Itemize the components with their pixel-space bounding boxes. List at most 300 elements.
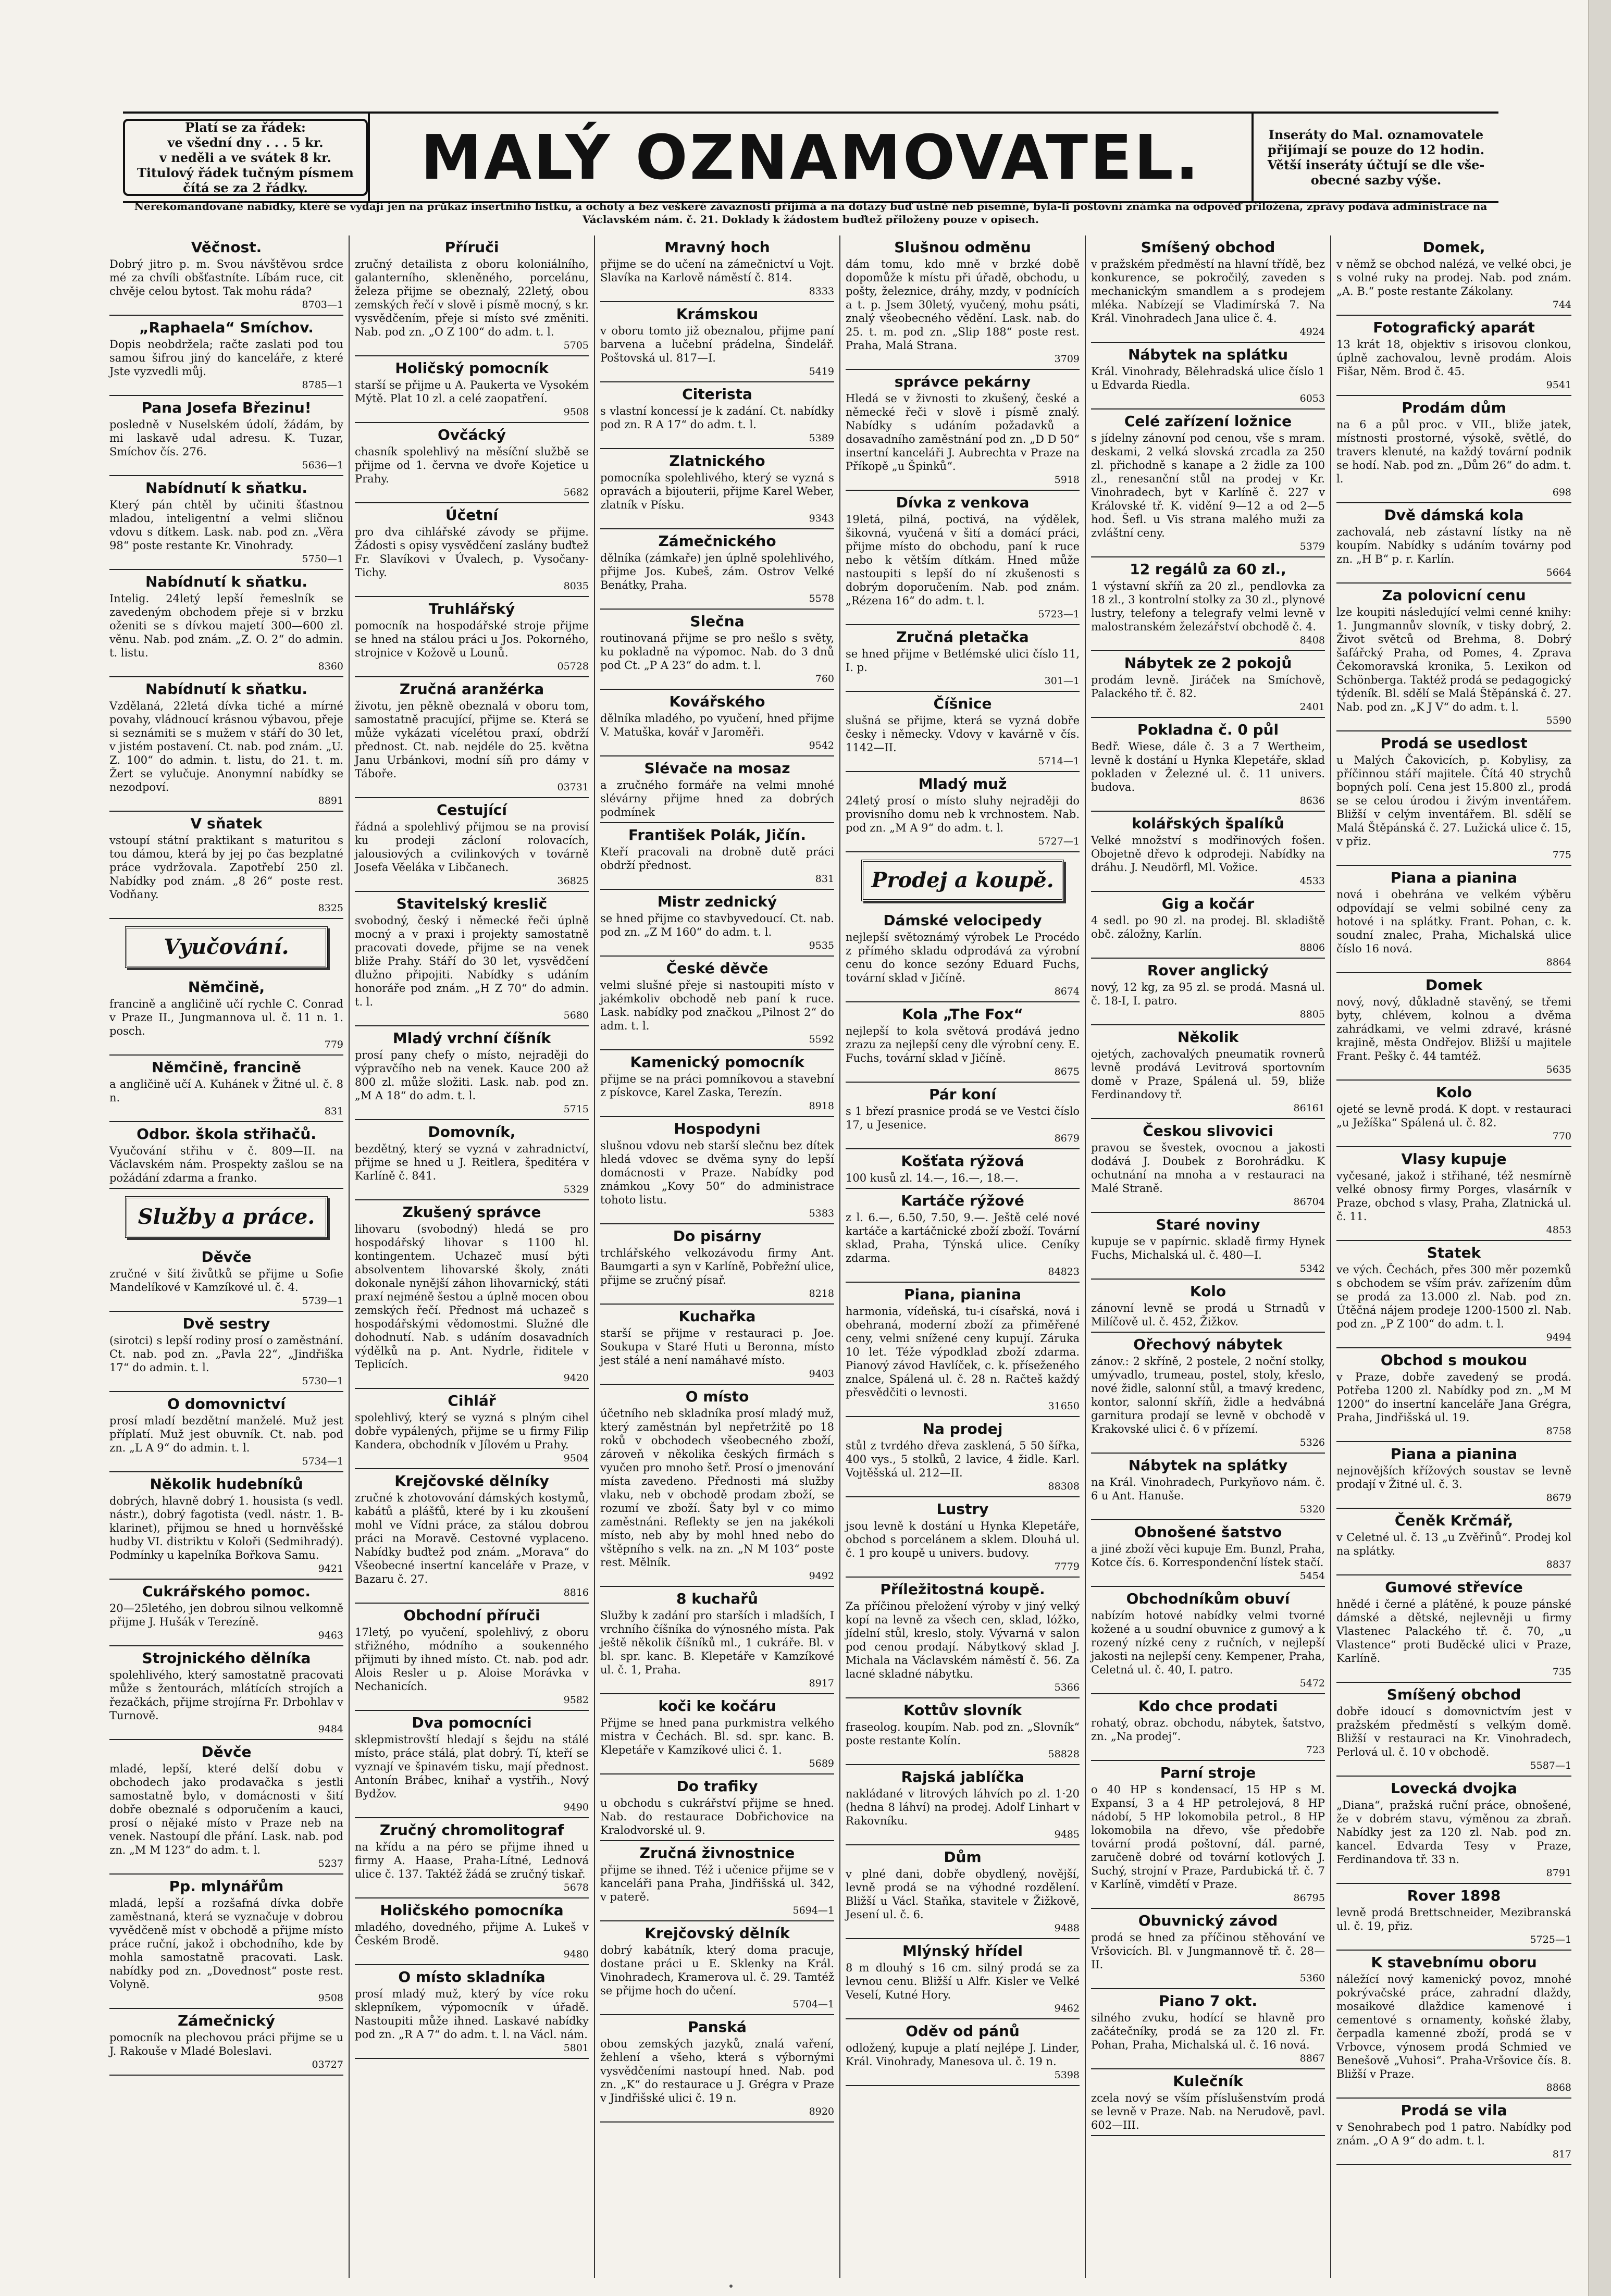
ad-body: velmi slušné přeje si nastoupiti místo v jakémkoliv obchodě neb paní k ruce. Lask. nabídky pod značkou „Pilnost 2“ do adm. t. l. bbox=[600, 979, 834, 1032]
ad-reference-code: 5379 bbox=[1299, 541, 1325, 552]
ad-body: nový, 12 kg, za 95 zl. se prodá. Masná ul. č. 18-I, I. patro. bbox=[1091, 981, 1325, 1007]
ad-body: zcela nový se vším příslušenstvím prodá se levně v Praze. Nab. na Nerudově, pavl. 602—III. bbox=[1091, 2092, 1325, 2131]
ad-body: Bedř. Wiese, dále č. 3 a 7 Wertheim, levně k dostání u Hynka Klepetáře, sklad pokladen v Železné ul. č. 11 univers. budova. bbox=[1091, 740, 1325, 793]
ad-headline: Domek, bbox=[1422, 239, 1485, 256]
ad-body: zánov.: 2 skříně, 2 postele, 2 noční stolky, umývadlo, trumeau, postel, stoly, křeslo, nové židle, salonní stůl, a tmavý kredenc, kontor, salonní skříň, židle a hedvábná garnitura prodají se levně v obchodě v Krakovské ulici č. 6 v přízemí. bbox=[1091, 1355, 1325, 1435]
ad-body: nová i obehrána ve velkém výběru odpovídají se velmi sobilné ceny za hotové i na splátky. Frant. Pohan, c. k. soudní znalec, Praha, Michalská ulice číslo 16 nová. bbox=[1336, 888, 1571, 955]
ad-reference-code: 31650 bbox=[1048, 1400, 1080, 1412]
ad-headline: Obchodníkům obuví bbox=[1126, 1590, 1290, 1607]
ad-body: v Senohrabech pod 1 patro. Nabídky pod znám. „O A 9“ do adm. t. l. bbox=[1336, 2121, 1571, 2147]
ad-body: 100 kusů zl. 14.—, 16.—, 18.—. bbox=[846, 1172, 1019, 1184]
ad-reference-code: 5366 bbox=[1054, 1682, 1080, 1693]
ad-reference-code: 9504 bbox=[563, 1453, 589, 1464]
ad-headline: Kulečník bbox=[1173, 2072, 1243, 2090]
ad-reference-code: 5730—1 bbox=[302, 1375, 343, 1387]
ad-reference-code: 5419 bbox=[809, 366, 834, 377]
ad-body: prosí mladý muž, který by více roku sklepníkem, výpomocník v úřadě. Nastoupiti může ihned. Laskavé nabídky pod zn. „R A 7“ do adm. t. l. na Václ. nám. bbox=[355, 1988, 589, 2041]
classified-ad bbox=[355, 1818, 589, 1898]
classified-ad bbox=[1091, 2069, 1325, 2136]
ad-headline: Kottův slovník bbox=[903, 1702, 1022, 1719]
classified-ad bbox=[109, 476, 343, 570]
classified-ad bbox=[109, 1312, 343, 1392]
ad-body: nejlepší světoznámý výrobek Le Procédo z přímého skladu odprodává za výrobní cenu do konce sezóny Eduard Fuchs, tovární sklad v Jičíně. bbox=[846, 931, 1080, 984]
ad-headline: O místo skladníka bbox=[398, 1968, 546, 1985]
classified-ad bbox=[600, 890, 834, 957]
ad-reference-code: 735 bbox=[1552, 1666, 1571, 1678]
ad-body: nejnovějších křížových soustav se levně prodají v Žitné ul. č. 3. bbox=[1336, 1465, 1571, 1491]
ad-headline: O domovnictví bbox=[167, 1395, 286, 1412]
ad-reference-code: 7779 bbox=[1054, 1561, 1080, 1572]
ad-body: účetního neb skladníka prosí mladý muž, který zaměstnán byl nepřetržitě po 18 roků v obchodech všeobecného zboží, zároveň v několika českých firmách s vyučen pro mnoho šetř. Prosí o jmenování místa zavedeno. Přednosti má služby vlaku, neb v obchodě prodam zboží, se rozumí ve zboží. Šaty byl v co mimo zaměstnáni. Reflekty se jen na jakékoli místo, neb aby by mohl hned nebo do vštěpního s velk. na zn. „N M 103“ poste rest. Mělník. bbox=[600, 1407, 834, 1569]
ad-body: Vzdělaná, 22letá dívka tiché a mírné povahy, vládnoucí krásnou výbavou, přeje si seznámiti se s mužem v stáří do 30 let, v jistém postavení. Ct. nab. pod znám. „U. Z. 100“ do admin. t. listu, do 21. t. m. Žert se vylučuje. Anonymní nabídky se nezodpoví. bbox=[109, 700, 343, 793]
classified-ad bbox=[1091, 409, 1325, 557]
ad-body: Král. Vinohrady, Bělehradská ulice číslo 1 u Edvarda Riedla. bbox=[1091, 365, 1325, 391]
ad-headline: Obchod s moukou bbox=[1380, 1351, 1528, 1369]
classified-ad bbox=[600, 690, 834, 756]
ad-reference-code: 9488 bbox=[1054, 1922, 1080, 1934]
classified-ad bbox=[1091, 1761, 1325, 1909]
ad-reference-code: 9403 bbox=[809, 1368, 834, 1380]
classified-ad bbox=[600, 1587, 834, 1694]
classified-ad bbox=[109, 1472, 343, 1580]
classified-ad bbox=[355, 1965, 589, 2059]
ad-headline: Číšnice bbox=[933, 695, 992, 712]
rates-line: ve všední dny . . . 5 kr. bbox=[167, 134, 324, 150]
ad-body: v pražském předměstí na hlavní třídě, bez konkurence, se pokročilý, zaveden s mechanickým smandlem a s prodejem mléka. Nabízejí se Vladimírská 7. Na Král. Vinohradech Jana ulice č. 4. bbox=[1091, 258, 1325, 325]
ad-reference-code: 5578 bbox=[809, 593, 834, 604]
classified-ad bbox=[846, 1149, 1080, 1189]
ad-headline: Smíšený obchod bbox=[1141, 239, 1275, 256]
classified-ad bbox=[1336, 1884, 1571, 1951]
ad-body: nejlepší to kola světová prodává jedno zrazu za nejlepší ceny dle výrobní ceny. E. Fuchs, tovární sklad v Jičíně. bbox=[846, 1025, 1080, 1064]
classified-ad bbox=[1091, 1280, 1325, 1333]
ad-headline: Zručná aranžérka bbox=[399, 680, 544, 698]
ad-body: vstoupí státní praktikant s maturitou s tou dámou, která by jej po čas bezplatné práce vydržovala. Zapotřebí 250 zl. Nabídky pod znám. „8 26“ poste rest. Vodňany. bbox=[109, 834, 343, 901]
ad-body: 17letý, po vyučení, spolehlivý, z oboru střižného, módního a soukenného přijmuti by ihned místo. Ct. nab. pod adr. Alois Resler u p. Aloise Morávka v Nechanicích. bbox=[355, 1626, 589, 1693]
ad-body: dobře idoucí s domovnictvím jest v pražském předměstí s velkým domě. Bližší v restauraci na Kr. Vinohradech, Perlová ul. č. 10 v obchodě. bbox=[1336, 1705, 1571, 1758]
ad-headline: Krámskou bbox=[676, 305, 759, 322]
ad-body: pomocník na hospodářské stroje přijme se hned na stálou práci u Jos. Pokorného, strojnice v Kožově u Lounů. bbox=[355, 619, 589, 659]
ad-body: 4 sedl. po 90 zl. na prodej. Bl. skladiště obč. záložny, Karlín. bbox=[1091, 914, 1325, 940]
ad-body: se hned přijme v Betlémské ulici číslo 11, I. p. bbox=[846, 648, 1080, 674]
classified-ad bbox=[1091, 557, 1325, 651]
classified-ad bbox=[1091, 235, 1325, 343]
ad-headline: Krejčovský dělník bbox=[645, 1925, 790, 1942]
column-4 bbox=[840, 235, 1086, 2278]
classified-ad bbox=[355, 1200, 589, 1389]
ad-body: sklepmistrovští hledají s šejdu na stálé místo, práce stálá, plat dobrý. Tí, kteří se vyznají ve špinavém tisku, mají přednost. Antonín Brábec, knihař a vystřih., Nový Bydžov. bbox=[355, 1733, 589, 1800]
classified-ad bbox=[846, 1002, 1080, 1083]
classified-ad bbox=[1091, 1694, 1325, 1761]
ad-headline: Zlatnického bbox=[669, 452, 765, 469]
ad-reference-code: 9508 bbox=[563, 406, 589, 418]
classified-ad bbox=[846, 1698, 1080, 1765]
ad-body: náležící nový kamenický povoz, mnohé pokrývačské práce, zahradní dlaždy, mosaikové dlaždice kamenové i cementové s ornamenty, koňské žlaby, čerpadla kamenné zboží, prodá se v Vrbovce, výnosem prodá Schmied ve Benešově „Vuhosi“. Praha-Vršovice čís. 8. Bližší v Praze. bbox=[1336, 1973, 1571, 2080]
classified-ad bbox=[846, 1417, 1080, 1497]
ad-reference-code: 03731 bbox=[557, 781, 589, 793]
ad-body: routinovaná přijme se pro nešlo s světy, ku pokladně na výpomoc. Nab. do 3 dnů pod Ct. „P A 23“ do adm. t. l. bbox=[600, 632, 834, 672]
submission-line: Větší inseráty účtují se dle vše- bbox=[1267, 157, 1485, 172]
ad-headline: Cihlář bbox=[448, 1392, 496, 1409]
ad-headline: Staré noviny bbox=[1156, 1216, 1260, 1233]
ad-headline: Dívka z venkova bbox=[896, 494, 1030, 511]
ad-reference-code: 723 bbox=[1306, 1744, 1325, 1756]
ad-headline: Nábytek ze 2 pokojů bbox=[1124, 654, 1292, 672]
classified-ad bbox=[846, 1845, 1080, 1939]
ad-body: starší se přijme u A. Paukerta ve Vysokém Mýtě. Plat 10 zl. a celé zaopatření. bbox=[355, 379, 589, 405]
ad-body: odložený, kupuje a platí nejlépe J. Linder, Král. Vinohrady, Manesova ul. č. 19 n. bbox=[846, 2042, 1080, 2068]
ad-body: fraseolog. koupím. Nab. pod zn. „Slovník“ poste restante Kolín. bbox=[846, 1721, 1080, 1747]
ad-reference-code: 5734—1 bbox=[302, 1456, 343, 1467]
classified-ad bbox=[1336, 1348, 1571, 1442]
ad-headline: Kuchařka bbox=[678, 1308, 756, 1325]
classified-ad bbox=[846, 491, 1080, 625]
classified-ad bbox=[1091, 651, 1325, 718]
ad-headline: Piana a pianina bbox=[1390, 869, 1518, 886]
column-3 bbox=[595, 235, 840, 2278]
ad-body: a zručného formáře na velmi mnohé slévárny přijme hned za dobrých podmínek bbox=[600, 779, 834, 818]
ad-reference-code: 8837 bbox=[1546, 1559, 1571, 1570]
classified-ad bbox=[600, 1224, 834, 1305]
ad-reference-code: 5725—1 bbox=[1530, 1934, 1571, 1945]
ad-body: zručné k zhotovování dámských kostymů, kabátů a plášťů, které by i ku zkoušení mohl ve Vídni práce, za stálou dobrou práci na Moravě. Cestovné vyplaceno. Nabídky buďtež pod znám. „Morava“ do Všeobecné insertní kanceláře v Praze, v Bazaru č. 27. bbox=[355, 1492, 589, 1585]
ad-headline: Rover anglický bbox=[1147, 962, 1269, 979]
classified-ad bbox=[109, 1875, 343, 2009]
ad-body: v plné dani, dobře obydlený, novější, levně prodá se na výhodné rozdělení. Bližší u Václ. Staňka, stavitele v Žižkově, Jesení ul. č. 6. bbox=[846, 1868, 1080, 1921]
classified-ad bbox=[355, 677, 589, 798]
classified-ad bbox=[1336, 503, 1571, 584]
ad-reference-code: 8785—1 bbox=[302, 379, 343, 391]
classified-ad bbox=[109, 812, 343, 919]
classified-ad bbox=[1336, 1951, 1571, 2099]
ad-reference-code: 5705 bbox=[563, 340, 589, 351]
ad-headline: Obnošené šatstvo bbox=[1134, 1523, 1282, 1541]
classified-ad bbox=[846, 909, 1080, 1002]
ad-headline: V sňatek bbox=[190, 815, 263, 832]
classified-ad bbox=[1336, 235, 1571, 316]
ad-body: trchlářského velkozávodu firmy Ant. Baumgarti a syn v Karlíně, Pobřežní ulice, přijme se zručný písař. bbox=[600, 1247, 834, 1286]
classified-ad bbox=[109, 1122, 343, 1189]
ad-headline: Mladý muž bbox=[918, 775, 1007, 792]
ad-body: posledně v Nuselském údolí, žádám, by mi laskavě udal adresu. K. Tuzar, Smíchov čís. 276. bbox=[109, 418, 343, 458]
ad-headline: Nabídnutí k sňatku. bbox=[145, 573, 308, 590]
ad-body: pomocník na plechovou práci přijme se u J. Rakouše v Mladé Boleslavi. bbox=[109, 2031, 343, 2057]
ad-reference-code: 5801 bbox=[563, 2042, 589, 2054]
ad-body: nabízím hotové nabídky velmi tvorné kožené a u soudní obuvnice z gumový a k rozený nízké ceny z ručních, v nejlepší jakosti na nejlepší ceny. Kempener, Praha, Celetná ul. č. 40, I. patro. bbox=[1091, 1609, 1325, 1676]
ad-body: dělníka (zámkaře) jen úplně spolehlivého, přijme Jos. Kubeš, zám. Ostrov Velké Benátky, Praha. bbox=[600, 552, 834, 591]
classified-ad bbox=[355, 1604, 589, 1711]
classified-ad bbox=[1091, 1119, 1325, 1213]
ad-headline: koči ke kočáru bbox=[658, 1697, 776, 1715]
ad-reference-code: 8408 bbox=[1299, 635, 1325, 646]
ad-reference-code: 5590 bbox=[1546, 715, 1571, 726]
classified-ad bbox=[1091, 892, 1325, 959]
ad-headline: Celé zařízení ložnice bbox=[1124, 413, 1292, 430]
ad-headline: Několik bbox=[1177, 1028, 1239, 1046]
ad-body: dobrých, hlavně dobrý 1. housista (s vedl. nástr.), dobrý fagotista (vedl. nástr. 1. B-klarinet), přijmou se hned u hornvěšské hudby VI. distriktu v Koloři (Sedmihradý). Podmínky u kapelníka Bořkova Samu. bbox=[109, 1495, 343, 1561]
classified-ad bbox=[1336, 1777, 1571, 1884]
ad-headline: České děvče bbox=[666, 960, 769, 977]
ad-headline: Nábytek na splátky bbox=[1128, 1457, 1288, 1474]
ad-headline: Fotografický aparát bbox=[1373, 319, 1535, 336]
ad-reference-code: 4853 bbox=[1546, 1224, 1571, 1236]
classified-ad bbox=[600, 529, 834, 610]
classified-ad bbox=[109, 570, 343, 677]
ad-headline: Pokladna č. 0 půl bbox=[1137, 721, 1279, 738]
ad-reference-code: 9494 bbox=[1546, 1332, 1571, 1343]
ad-body: z l. 6.—, 6.50, 7.50, 9.—. Ještě celé nové kartáče a kartáčnické zboží zboží. Tovární sklad, Praha, Týnská ulice. Ceníky zdarma. bbox=[846, 1211, 1080, 1264]
classified-ad bbox=[355, 503, 589, 597]
ad-reference-code: 4924 bbox=[1299, 326, 1325, 338]
column-2 bbox=[350, 235, 595, 2278]
ad-headline: Gumové střevíce bbox=[1385, 1579, 1523, 1596]
ad-body: ve vých. Čechách, přes 300 měr pozemků s obchodem se vším práv. zařízením dům se prodá za 13.000 zl. Nab. pod zn. Útěčná nájem prodeje 1200-1500 zl. Nab. pod zn. „P Z 100“ do adm. t. l. bbox=[1336, 1263, 1571, 1330]
ad-reference-code: 84823 bbox=[1048, 1266, 1080, 1277]
ad-body: vyčesané, jakož i střihané, též nesmírně velké obnosy firmy Porges, vlasárník v Praze, obchod s vlasy, Praha, Zlatnická ul. č. 11. bbox=[1336, 1170, 1571, 1223]
ad-headline: Do pisárny bbox=[673, 1227, 762, 1245]
classified-ad bbox=[355, 1026, 589, 1120]
ad-body: 20—25letého, jen dobrou silnou velkomně přijme J. Hušák v Terezíně. bbox=[109, 1602, 343, 1628]
ad-body: v oboru tomto již obeznalou, přijme paní barvena a lučební prádelna, Šindelář. Poštovská ul. 817—I. bbox=[600, 325, 834, 364]
ad-body: a angličině učí A. Kuhánek v Žitné ul. č. 8 n. bbox=[109, 1078, 343, 1104]
ad-headline: Košťata rýžová bbox=[901, 1152, 1024, 1170]
ad-headline: Slečna bbox=[690, 613, 745, 630]
ad-body: slušnou vdovu neb starší slečnu bez dítek hledá vdovec se dvěma syny do lepší domácnosti v Praze. Nabídky pod známkou „Kovy 50“ do administrace tohoto listu. bbox=[600, 1139, 834, 1206]
ad-headline: Dva pomocníci bbox=[412, 1714, 532, 1731]
ad-headline: Panská bbox=[688, 2018, 747, 2036]
ad-body: životu, jen pěkně obeznalá v oboru tom, samostatně pracující, přijme se. Která se může vykázati vícelétou praxí, obdrží přednost. Ct. nab. nejdéle do 25. května Janu Urbánkovi, modní síň pro dámy v Táboře. bbox=[355, 700, 589, 780]
ad-body: v němž se obchod nalézá, ve velké obci, je s volné ruky na prodej. Nab. pod znám. „A. B.“ poste restante Zákolany. bbox=[1336, 258, 1571, 297]
ad-headline: Příležitostná koupě. bbox=[880, 1581, 1045, 1598]
ad-body: „Diana“, pražská ruční práce, obnošené, že v dobrém stavu, výměnou za zbraň. Nabídky jest za 120 zl. Nab. pod zn. kancel. Edvarda Tesy v Praze, Ferdinandova tř. 33 n. bbox=[1336, 1799, 1571, 1866]
classified-ad bbox=[600, 756, 834, 823]
classified-ad bbox=[1336, 1575, 1571, 1683]
ad-reference-code: 8868 bbox=[1546, 2082, 1571, 2093]
ad-headline: Děvče bbox=[201, 1743, 252, 1760]
ad-reference-code: 5714—1 bbox=[1038, 755, 1080, 767]
classified-ad bbox=[1336, 1147, 1571, 1241]
ad-body: u Malých Čakovicích, p. Kobylisy, za příčinnou stáří majitele. Čítá 40 strychů bopných polí. Cena jest 15.800 zl., prodá se se celou úrodou i živým inventářem. Bližší v celým inventářem. Bl. sdělí se Malá Štěpánská č. 27. Lužická ulice č. 15, v přiz. bbox=[1336, 754, 1571, 848]
ad-body: s 1 březí prasnice prodá se ve Vestci číslo 17, u Jesenice. bbox=[846, 1105, 1080, 1131]
classified-ad bbox=[109, 2009, 343, 2076]
ad-body: mladá, lepší a rozšafná dívka dobře zaměstnaná, která se vyznačuje v dobrou vyvědčeně míst v obchodě a přijme místo práce ruční, jakož i obchodního, kde by mohla samostatně pracovati. Lask. nabídky pod zn. „Dovednost“ poste rest. Volyně. bbox=[109, 1897, 343, 1991]
ad-body: Dopis neobdržela; račte zaslati pod tou samou šifrou jiný do kanceláře, z které Jste vyzvedli můj. bbox=[109, 338, 343, 378]
rates-line: Platí se za řádek: bbox=[185, 119, 306, 135]
ad-headline: Holičského pomocníka bbox=[380, 1902, 564, 1919]
ad-reference-code: 5664 bbox=[1546, 567, 1571, 578]
ad-reference-code: 86795 bbox=[1293, 1892, 1325, 1904]
ad-headline: Nabídnutí k sňatku. bbox=[145, 479, 308, 497]
ad-body: pravou se švestek, ovocnou a jakosti dodává J. Doubek z Borohrádku. K ochutnání na mnoha a v restauraci na Malé Straně. bbox=[1091, 1141, 1325, 1195]
ad-body: dobrý kabátník, který doma pracuje, dostane práci u E. Sklenky na Král. Vinohradech, Kramerova ul. č. 29. Tamtéž se přijme hoch do učení. bbox=[600, 1944, 834, 1997]
classified-ad bbox=[846, 1939, 1080, 2019]
classified-ad bbox=[355, 597, 589, 677]
ad-headline: Cestující bbox=[437, 801, 507, 818]
ad-headline: Strojnického dělníka bbox=[142, 1649, 311, 1667]
classified-ad bbox=[1336, 584, 1571, 731]
ad-reference-code: 770 bbox=[1552, 1131, 1571, 1142]
ad-headline: Do trafiky bbox=[676, 1778, 758, 1795]
ad-headline: O místo bbox=[685, 1388, 749, 1405]
ad-reference-code: 5329 bbox=[563, 1184, 589, 1195]
ad-body: přijme se do učení na zámečnictví u Vojt. Slavíka na Karlově náměstí č. 814. bbox=[600, 258, 834, 284]
ad-headline: Rover 1898 bbox=[1407, 1887, 1501, 1904]
ad-reference-code: 5715 bbox=[563, 1103, 589, 1115]
ad-reference-code: 5389 bbox=[809, 432, 834, 444]
ad-headline: Cukrářského pomoc. bbox=[142, 1583, 311, 1600]
ad-body: Který pán chtěl by učiniti šťastnou mladou, inteligentní a velmi sličnou vdovu s dítkem. Lask. nab. pod zn. „Věra 98“ poste restante Kr. Vinohrady. bbox=[109, 499, 343, 552]
ad-headline: Smíšený obchod bbox=[1386, 1686, 1521, 1703]
ad-headline: Prodá se usedlost bbox=[1380, 735, 1528, 752]
submission-line: Inseráty do Mal. oznamovatele bbox=[1268, 127, 1484, 142]
ad-reference-code: 9542 bbox=[809, 740, 834, 751]
masthead bbox=[123, 111, 1498, 203]
ad-body: 24letý prosí o místo sluhy nejraději do provisního domu neb k vrchnostem. Nab. pod zn. „M A 9“ do adm. t. l. bbox=[846, 795, 1080, 834]
ad-body: Hledá se v živnosti to zkušený, české a německé řeči v slově i písmě znalý. Nabídky s udáním požadavků a dosavadního zaměstnání pod zn. „D D 50“ insertní kanceláři J. Aubrechta v Praze na Příkopě „u Špinků“. bbox=[846, 392, 1080, 473]
ad-reference-code: 36825 bbox=[557, 875, 589, 887]
ad-headline: Mistr zednický bbox=[657, 893, 777, 910]
classified-ad bbox=[600, 302, 834, 382]
classified-ad bbox=[1336, 1241, 1571, 1348]
classified-ad bbox=[109, 1245, 343, 1312]
ad-reference-code: 5383 bbox=[809, 1208, 834, 1219]
ad-headline: Zručná živnostnice bbox=[639, 1844, 795, 1861]
ad-body: v Celetné ul. č. 13 „u Zvěřinů“. Prodej kol na splátky. bbox=[1336, 1531, 1571, 1557]
ad-headline: Pár koní bbox=[929, 1086, 996, 1103]
classified-ad bbox=[1091, 1333, 1325, 1454]
ad-headline: K stavebnímu oboru bbox=[1371, 1954, 1537, 1971]
classified-ad bbox=[1336, 396, 1571, 503]
classified-ad bbox=[600, 449, 834, 529]
ad-body: stůl z tvrdého dřeva zasklená, 5 50 šířka, 400 vys., 5 stolků, 2 lavice, 4 židle. Karl. Vojtěšská ul. 212—II. bbox=[846, 1439, 1080, 1479]
classified-ad bbox=[846, 772, 1080, 852]
ad-headline: Krejčovské dělníky bbox=[394, 1472, 549, 1490]
classified-ad bbox=[600, 823, 834, 890]
ad-body: silného zvuku, hodící se hlavně pro začátečníky, prodá se za 120 zl. Fr. Pohan, Praha, Michalská ul. č. 16 nová. bbox=[1091, 2012, 1325, 2051]
ad-reference-code: 5704—1 bbox=[792, 1999, 834, 2010]
ad-body: levně prodá Brettschneider, Mezibranská ul. č. 19, přiz. bbox=[1336, 1906, 1571, 1932]
classified-ad bbox=[1091, 1587, 1325, 1694]
ad-body: přijme se na práci pomníkovou a stavební z pískovce, Karel Zaska, Terezín. bbox=[600, 1073, 834, 1099]
ad-reference-code: 5342 bbox=[1299, 1263, 1325, 1274]
editorial-notice: Nerekomandované nabídky, které se vydají jen na průkaz insertního lístku, a ochoty a bez veškeré závaznosti přijímá a na dotazy buď ústně neb písemně, byla-li poštovní známka na odpověď přiložena, zprávy podává administrace na Václavském nám. č. 21. Doklady k žádostem buďtež přiloženy pouze v opisech. bbox=[134, 200, 1488, 226]
ad-body: a jiné zboží věci kupuje Em. Bunzl, Praha, Kotce čís. 6. Korrespondenční lístek stačí. bbox=[1091, 1543, 1325, 1569]
ad-reference-code: 5739—1 bbox=[302, 1295, 343, 1307]
classified-ad bbox=[355, 892, 589, 1026]
ad-body: obou zemských jazyků, znalá vaření, žehlení a všeho, která s výbornými vysvědčeními nastoupí hned. Nab. pod zn. „K“ do restaurace u J. Grégra v Praze v Jindřišské ulici č. 19 n. bbox=[600, 2038, 834, 2104]
classified-ad bbox=[1091, 1909, 1325, 1989]
ad-headline: Kovářského bbox=[669, 693, 765, 710]
classified-ad bbox=[355, 1711, 589, 1818]
classified-ad bbox=[355, 356, 589, 423]
ad-headline: Účetní bbox=[445, 506, 499, 524]
ad-reference-code: 831 bbox=[815, 873, 834, 885]
ad-reference-code: 8891 bbox=[318, 795, 343, 806]
ad-body: spolehlivý, který se vyzná s plným cihel dobře vypálených, přijme se u firmy Filip Kandera, obchodník v Jílovém u Prahy. bbox=[355, 1411, 589, 1451]
ad-reference-code: 8333 bbox=[809, 286, 834, 297]
ad-reference-code: 2401 bbox=[1299, 701, 1325, 713]
ad-headline: Zkušený správce bbox=[402, 1203, 541, 1221]
ad-reference-code: 03727 bbox=[312, 2059, 343, 2070]
ad-body: nový, nový, důkladně stavěný, se třemi byty, chlévem, kolnou a dvěma zahrádkami, ve velmi zdravé, krásné krajině, města Ondřejov. Bližší u majitele Frant. Pešky č. 44 tamtéž. bbox=[1336, 996, 1571, 1062]
ad-headline: Piano 7 okt. bbox=[1158, 1992, 1258, 2009]
classified-ad bbox=[600, 1117, 834, 1224]
section-heading: Vyučování. bbox=[125, 926, 328, 968]
classified-ad bbox=[846, 1765, 1080, 1845]
ad-headline: Mravný hoch bbox=[664, 239, 770, 256]
classified-ad bbox=[846, 1189, 1080, 1283]
ad-body: slušná se přijme, která se vyzná dobře česky i německy. Vdovy v kavárně v čís. 1142—II. bbox=[846, 714, 1080, 754]
ad-headline: Hospodyni bbox=[674, 1120, 761, 1137]
classified-ad bbox=[1336, 973, 1571, 1081]
ad-reference-code: 5682 bbox=[563, 487, 589, 498]
classified-ad bbox=[1336, 2099, 1571, 2165]
classified-ad bbox=[1336, 1081, 1571, 1147]
ad-headline: Lustry bbox=[936, 1500, 989, 1518]
ad-reference-code: 8679 bbox=[1546, 1492, 1571, 1504]
ad-headline: Pp. mlynářům bbox=[169, 1878, 284, 1895]
classified-ad bbox=[600, 610, 834, 690]
ad-reference-code: 8675 bbox=[1054, 1066, 1080, 1077]
ad-reference-code: 5398 bbox=[1054, 2069, 1080, 2081]
ad-body: dělníka mladého, po vyučení, hned přijme V. Matuška, kovář v Jaroměři. bbox=[600, 712, 834, 738]
ad-headline: Několik hudebníků bbox=[150, 1475, 303, 1493]
ad-body: prosí pany chefy o místo, nejraději do výpravčího neb na venek. Kauce 200 až 800 zl. může složiti. Lask. nab. pod zn. „M A 18“ do adm. t. l. bbox=[355, 1049, 589, 1102]
classified-ad bbox=[846, 1578, 1080, 1698]
ad-reference-code: 5750—1 bbox=[302, 553, 343, 565]
classified-ad bbox=[109, 396, 343, 476]
ad-reference-code: 5360 bbox=[1299, 1972, 1325, 1984]
classified-ad bbox=[1336, 1509, 1571, 1575]
ad-body: v Praze, dobře zavedený se prodá. Potřeba 1200 zl. Nabídky pod zn. „M M 1200“ do insertní kanceláře Jana Grégra, Praha, Jindřišská ul. 19. bbox=[1336, 1371, 1571, 1424]
classified-ad bbox=[109, 1056, 343, 1122]
ad-body: rohatý, obraz. obchodu, nábytek, šatstvo, zn. „Na prodej“. bbox=[1091, 1717, 1325, 1743]
ad-headline: Kartáče rýžové bbox=[901, 1192, 1024, 1209]
ad-headline: Pana Josefa Březinu! bbox=[141, 399, 312, 416]
ad-reference-code: 698 bbox=[1552, 487, 1571, 498]
classified-ad bbox=[1091, 718, 1325, 812]
ad-reference-code: 5587—1 bbox=[1530, 1760, 1571, 1771]
ad-body: (sirotci) s lepší rodiny prosí o zaměstnání. Ct. nab. pod zn. „Pavla 22“, „Jindřiška 17“ do admin. t. l. bbox=[109, 1334, 343, 1374]
ad-reference-code: 05728 bbox=[557, 661, 589, 672]
ad-headline: Příruči bbox=[444, 239, 499, 256]
ad-headline: Vlasy kupuje bbox=[1401, 1150, 1507, 1168]
ad-headline: Citerista bbox=[682, 386, 752, 403]
ad-body: zachovalá, neb zástavní lístky na ně koupím. Nabídky s udáním továrny pod zn. „H B“ p. r. Karlín. bbox=[1336, 526, 1571, 565]
classified-ad bbox=[109, 316, 343, 396]
ad-body: 1 výstavní skříň za 20 zl., pendlovka za 18 zl., 3 kontrolní stolky za 30 zl., plynové lustry, telefony a telegrafy velmi levně v malostranském železářství obchodě č. 4. bbox=[1091, 580, 1325, 633]
ad-headline: Stavitelský kreslič bbox=[396, 895, 548, 912]
ad-headline: Slušnou odměnu bbox=[894, 239, 1031, 256]
ad-body: svobodný, český i německé řeči úplně mocný a v praxi i projekty samostatně pracovati dovede, přijme se na venek bliže Prahy. Stáří do 30 let, vysvědčení dlužno připojiti. Nabídky s udáním honoráře pod znám. „H Z 70“ do admin. t. l. bbox=[355, 914, 589, 1008]
classified-ad bbox=[355, 1469, 589, 1604]
ad-reference-code: 58828 bbox=[1048, 1748, 1080, 1760]
ad-headline: Gig a kočár bbox=[1161, 895, 1255, 912]
ad-body: o 40 HP s kondensací, 15 HP s M. Expansí, 3 a 4 HP petrolejová, 8 HP nádobí, 5 HP lokomobila petrol., 8 HP lokomobila na dřevo, vše předobře tovární prodá poštovní, dál. parné, zaručeně dobré od tovární kotlových J. Suchý, strojní v Praze, Pardubická tř. č. 7 v Karlíně, vimdětí v Praze. bbox=[1091, 1783, 1325, 1891]
ad-reference-code: 9463 bbox=[318, 1630, 343, 1641]
ad-headline: Za polovicní cenu bbox=[1382, 587, 1526, 604]
ad-headline: Lovecká dvojka bbox=[1391, 1780, 1517, 1797]
ad-reference-code: 9541 bbox=[1546, 379, 1571, 391]
classified-ad bbox=[1336, 731, 1571, 866]
ad-body: se hned přijme co stavbyvedoucí. Ct. nab. pod zn. „Z M 160“ do adm. t. l. bbox=[600, 912, 834, 938]
classified-ad bbox=[1091, 1989, 1325, 2069]
ad-reference-code: 5678 bbox=[563, 1882, 589, 1893]
ad-reference-code: 4533 bbox=[1299, 875, 1325, 887]
ad-body: zánovní levně se prodá u Strnadů v Milíčově ul. č. 452, Žižkov. bbox=[1091, 1302, 1325, 1328]
ad-headline: Rajská jablíčka bbox=[901, 1768, 1024, 1785]
rates-line: Titulový řádek tučným písmem bbox=[137, 165, 354, 180]
